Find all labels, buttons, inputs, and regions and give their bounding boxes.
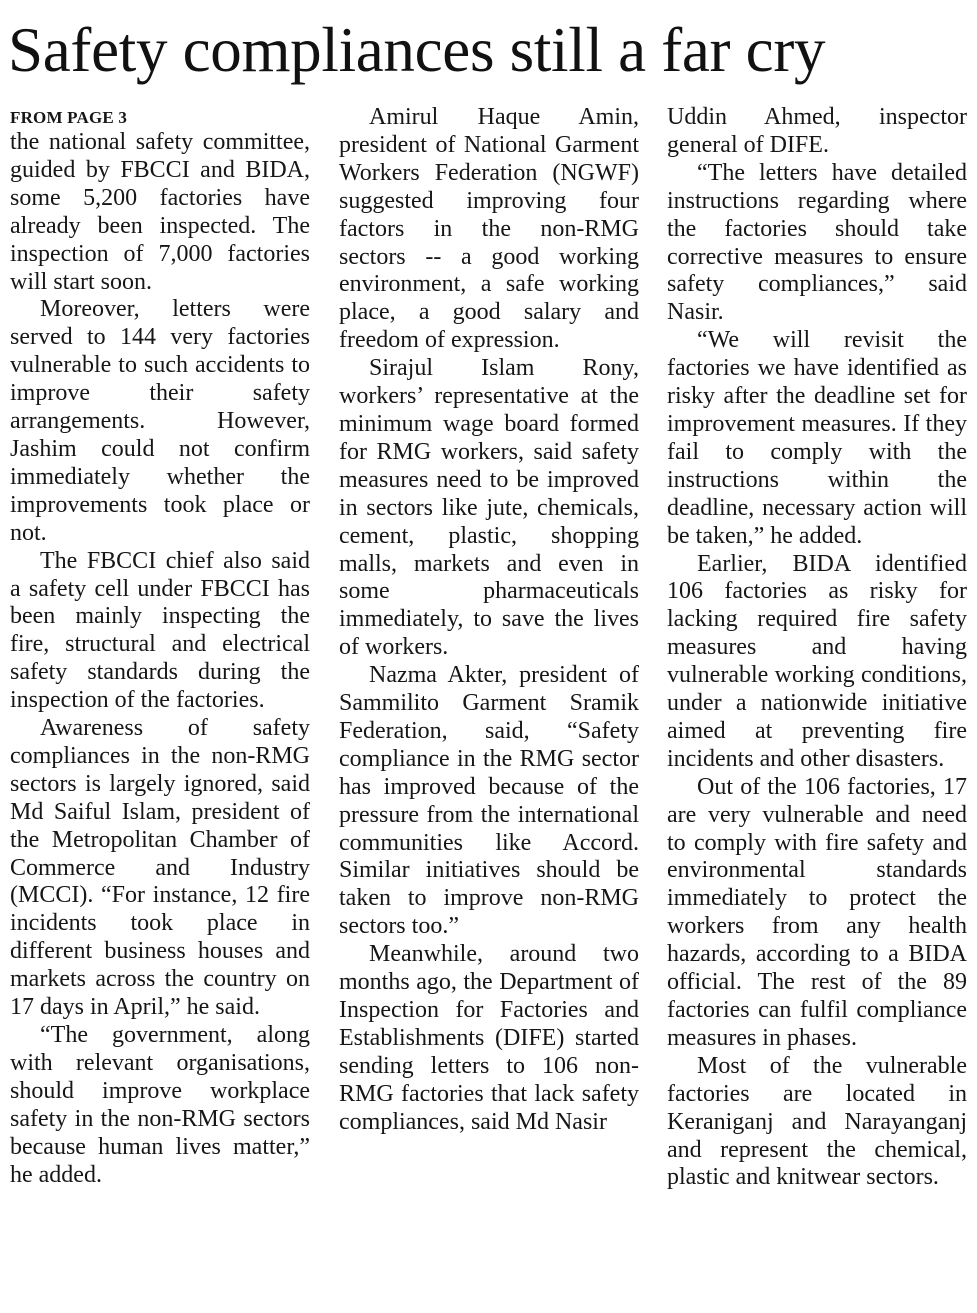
article-paragraph: “The letters have detailed instructions regarding where the factories should take corrective measures to ensure safety compliances,” said Nasir. (667, 159, 967, 326)
continued-from-label: FROM PAGE 3 (10, 108, 128, 127)
article-paragraph: the national safety committee, guided by FBCCI and BIDA, some 5,200 factories have already been inspected. The inspection of 7,000 factories will start soon. (10, 129, 310, 295)
article-paragraph: Meanwhile, around two months ago, the Department of Inspection for Factories and Establishments (DIFE) started sending letters to 106 non-RMG factories that lack safety compliances, said Md Nasir (339, 941, 639, 1135)
article-paragraph: Most of the vulnerable factories are located in Keraniganj and Narayanganj and represent the chemical, plastic and knitwear sectors. (667, 1052, 967, 1191)
article-paragraph: Moreover, letters were served to 144 very factories vulnerable to such accidents to improve their safety arrangements. However, Jashim could not confirm immediately whether the improvements took place or not. (10, 296, 310, 546)
article-column-3 (667, 104, 967, 1192)
article-paragraph: “The government, along with relevant organisations, should improve workplace safety in the non-RMG sectors because human lives matter,” he added. (10, 1022, 310, 1188)
article-paragraph: Sirajul Islam Rony, workers’ representative at the minimum wage board formed for RMG workers, said safety measures need to be improved in sectors like jute, chemicals, cement, plastic, shopping malls, markets and even in some pharmaceuticals immediately, to save the lives of workers. (339, 355, 639, 661)
article-column-1 (10, 104, 310, 1189)
article-column-2 (339, 104, 639, 1137)
article-paragraph: The FBCCI chief also said a safety cell under FBCCI has been mainly inspecting the fire, structural and electrical safety standards during the inspection of the factories. (10, 547, 310, 714)
article-paragraph: Out of the 106 factories, 17 are very vulnerable and need to comply with fire safety and environmental standards immediately to protect the workers from any health hazards, according to a BIDA official. The rest of the 89 factories can fulfil compliance measures in phases. (667, 773, 967, 1051)
article-paragraph: Nazma Akter, president of Sammilito Garment Sramik Federation, said, “Safety compliance in the RMG sector has improved because of the pressure from the international communities like Accord. Similar initiatives should be taken to improve non-RMG sectors too.” (339, 662, 639, 940)
article-paragraph: Uddin Ahmed, inspector general of DIFE. (667, 104, 967, 158)
article-paragraph: Earlier, BIDA identified 106 factories as risky for lacking required fire safety measures and having vulnerable working conditions, under a nationwide initiative aimed at preventing fire incidents and other disasters. (667, 550, 967, 772)
article-paragraph: “We will revisit the factories we have identified as risky after the deadline set for improvement measures. If they fail to comply with the instructions within the deadline, necessary action will be taken,” he added. (667, 327, 967, 549)
headline: Safety compliances still a far cry (8, 15, 826, 85)
article-paragraph: Awareness of safety compliances in the non-RMG sectors is largely ignored, said Md Saiful Islam, president of the Metropolitan Chamber of Commerce and Industry (MCCI). “For instance, 12 fire incidents took place in different business houses and markets across the country on 17 days in April,” he said. (10, 715, 310, 1021)
article-paragraph: Amirul Haque Amin, president of National Garment Workers Federation (NGWF) suggested improving four factors in the non-RMG sectors -- a good working environment, a safe working place, a good salary and freedom of expression. (339, 104, 639, 354)
